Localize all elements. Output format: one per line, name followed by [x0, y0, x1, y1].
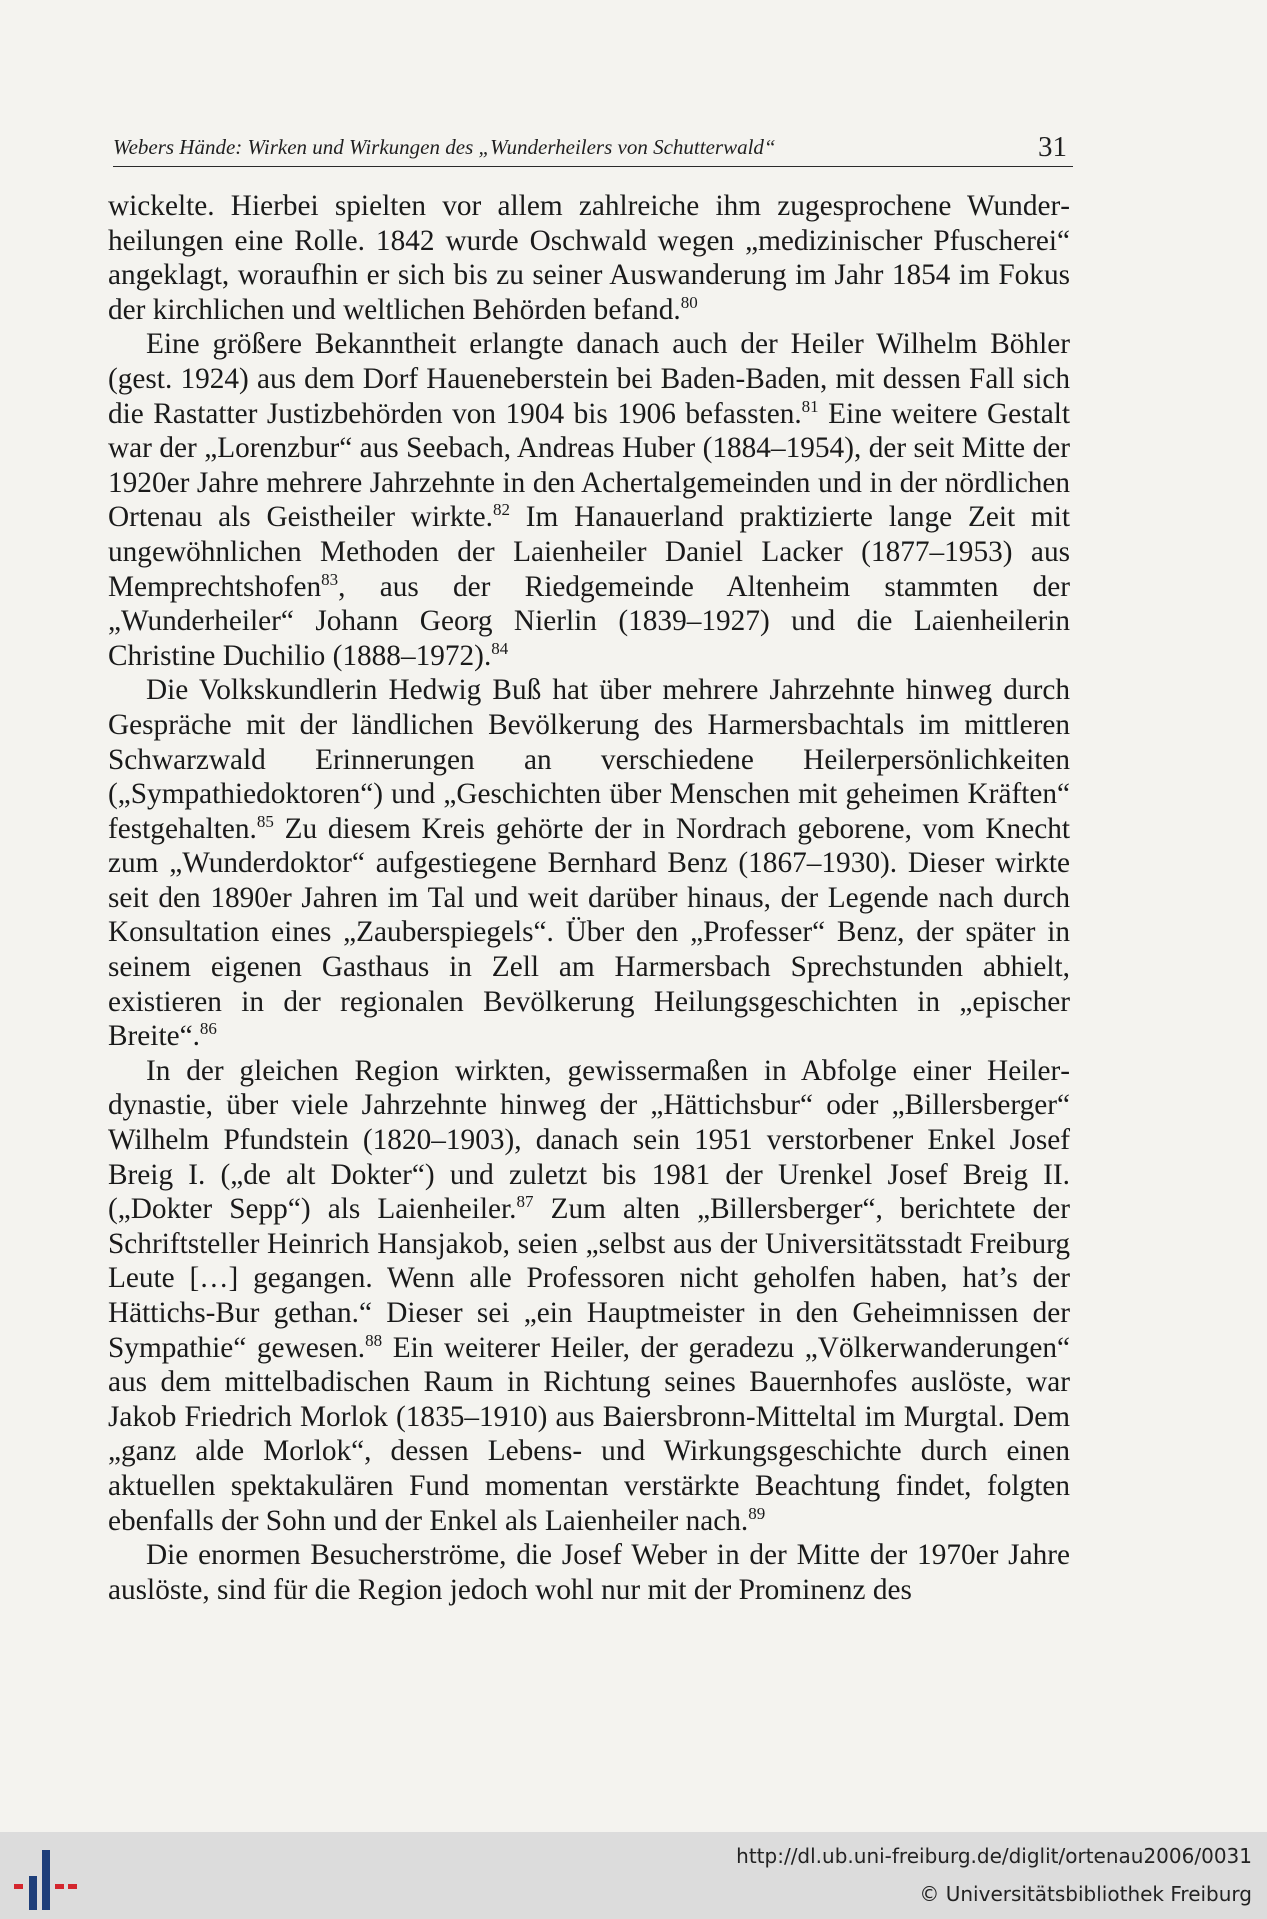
permalink-url[interactable]: http://dl.ub.uni-freiburg.de/diglit/ortenau2006/0031 — [736, 1844, 1252, 1868]
footnote-reference: 84 — [491, 638, 509, 658]
text-run: Im Hanauerland praktizierte lange Zeit mit ungewöhnlichen Methoden der Laienheiler Daniel Lacker (1877–1953) aus Memprechtshofen — [108, 501, 1070, 603]
paragraph — [108, 673, 1070, 1054]
footnote-reference: 80 — [680, 293, 698, 313]
copyright-notice: © Universitätsbibliothek Freiburg — [919, 1882, 1252, 1906]
footnote-reference: 87 — [516, 1192, 534, 1212]
text-run: Eine weitere Gestalt war der „Lorenzbur“ aus Seebach, Andreas Huber (1884–1954), der seit Mitte der 1920er Jahre mehrere Jahrzehnte in den Achertalgemeinden und in der nördlichen Ortenau als Geistheiler wirkte. — [108, 397, 1070, 534]
body-text — [108, 189, 1070, 1607]
text-run: Zu diesem Kreis gehörte der in Nordrach geborene, vom Knecht zum „Wunderdoktor“ aufgestiegene Bernhard Benz (1867–1930). Dieser wirkte seit den 1890er Jahren im Tal und weit darüber hinaus, der Legende nach durch Konsultation eines „Zauberspiegels“. Über den „Professer“ Benz, der später in seinem eigenen Gasthaus in Zell am Harmersbach Sprechstunden abhielt, existieren in der regionalen Bevölkerung Heilungsgeschichten in „epischer Breite“. — [108, 812, 1070, 1053]
paragraph — [108, 327, 1070, 673]
footnote-reference: 81 — [801, 396, 819, 416]
text-run: , aus der Riedgemeinde Altenheim stammten der „Wunderheiler“ Johann Georg Nierlin (1839–1927) und die Laienheilerin Christine Duchilio (1888–1972). — [108, 570, 1070, 672]
footnote-reference: 86 — [199, 1019, 217, 1039]
footnote-reference: 82 — [492, 500, 510, 520]
text-run: wickelte. Hierbei spielten vor allem zahlreiche ihm zugesprochene Wunderheilungen eine Rolle. 1842 wurde Oschwald wegen „medizinischer Pfuscherei“ angeklagt, woraufhin er sich bis zu seiner Auswanderung im Jahr 1854 im Fokus der kirchlichen und weltlichen Behörden befand. — [108, 190, 1070, 326]
paragraph — [108, 1054, 1070, 1538]
text-run: In der gleichen Region wirkten, gewissermaßen in Abfolge einer Heilerdynastie, über viele Jahrzehnte hinweg der „Hättichsbur“ oder „Billersberger“ Wilhelm Pfundstein (1820–1903), danach sein 1951 verstorbener Enkel Josef Breig I. („de alt Dokter“) und zuletzt bis 1981 der Urenkel Josef Breig II. („Dokter Sepp“) als Laienheiler. — [108, 1054, 1070, 1226]
text-run: Zum alten „Billersberger“, berichtete der Schriftsteller Heinrich Hansjakob, seien „selbst aus der Universitätsstadt Freiburg Leute […] gegangen. Wenn alle Professoren nicht geholfen haben, hat’s der Hättichs-Bur gethan.“ Dieser sei „ein Hauptmeister in den Geheimnissen der Sympathie“ gewesen. — [108, 1193, 1070, 1364]
running-header — [113, 128, 1073, 167]
text-run: Ein weiterer Heiler, der geradezu „Völkerwanderungen“ aus dem mittelbadischen Raum in Richtung seines Bauernhofes auslöste, war Jakob Friedrich Morlok (1835–1910) aus Baiersbronn-Mitteltal im Murgtal. Dem „ganz alde Morlok“, dessen Lebens- und Wirkungsgeschichte durch einen aktuellen spektakulären Fund momentan verstärkte Beachtung findet, folgten ebenfalls der Sohn und der Enkel als Laienheiler nach. — [108, 1331, 1070, 1537]
text-run: Die Volkskundlerin Hedwig Buß hat über mehrere Jahrzehnte hinweg durch Gespräche mit der ländlichen Bevölkerung des Harmersbachtals im mittleren Schwarzwald Erinnerungen an verschiedene Heilerpersönlichkeiten („Sympathiedoktoren“) und „Geschichten über Menschen mit geheimen Kräften“ festgehalten. — [108, 674, 1070, 845]
footer-bar — [0, 1832, 1267, 1919]
page-number: 31 — [1038, 131, 1067, 163]
text-run: Eine größere Bekanntheit erlangte danach auch der Heiler Wilhelm Böhler (gest. 1924) aus dem Dorf Haueneberstein bei Baden-Baden, mit dessen Fall sich die Rastatter Justizbehörden von 1904 bis 1906 befassten. — [108, 328, 1070, 430]
running-header-title: Webers Hände: Wirken und Wirkungen des „Wunderheilers von Schutterwald“ — [113, 135, 776, 159]
paragraph — [108, 1538, 1070, 1607]
footnote-reference: 89 — [748, 1503, 766, 1523]
footnote-reference: 85 — [256, 811, 274, 831]
library-logo-icon — [10, 1842, 82, 1914]
footnote-reference: 88 — [365, 1330, 383, 1350]
paragraph — [108, 189, 1070, 327]
text-run: Die enormen Besucherströme, die Josef Weber in der Mitte der 1970er Jahre auslöste, sind für die Region jedoch wohl nur mit der Prominenz des — [108, 1539, 1070, 1606]
footnote-reference: 83 — [321, 569, 339, 589]
